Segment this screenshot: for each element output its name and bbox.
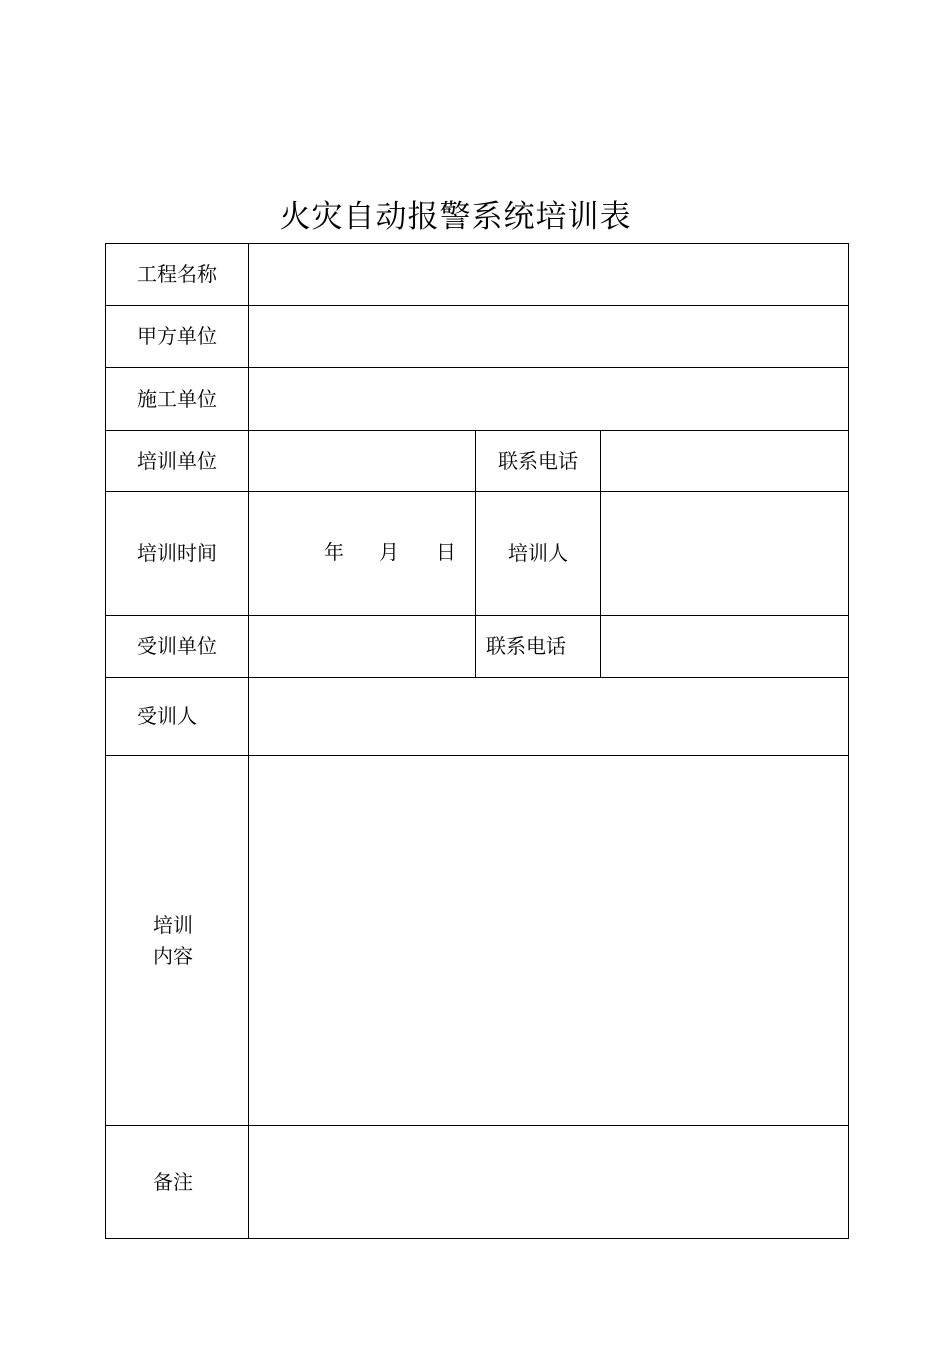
trainer-label: 培训人: [508, 541, 568, 565]
training-content-label-line1: 培训: [153, 912, 193, 937]
training-content-field[interactable]: [249, 756, 848, 1125]
trainee-phone-label: 联系电话: [486, 634, 566, 658]
trainee-phone-field[interactable]: [601, 616, 848, 677]
trainee-field[interactable]: [249, 678, 848, 755]
training-time-label: 培训时间: [137, 541, 217, 565]
training-unit-label: 培训单位: [137, 448, 217, 473]
remarks-field[interactable]: [249, 1126, 848, 1238]
training-phone-label: 联系电话: [498, 448, 578, 473]
training-date-field[interactable]: [249, 492, 475, 615]
trainee-unit-field[interactable]: [249, 616, 475, 677]
day-label: 日: [436, 540, 456, 564]
trainee-label: 受训人: [137, 704, 197, 728]
training-content-label: [106, 756, 240, 1125]
month-label: 月: [379, 540, 399, 564]
training-form-table: [105, 243, 849, 1239]
year-label: 年: [324, 540, 344, 564]
remarks-label: 备注: [153, 1169, 193, 1194]
training-content-label-line2: 内容: [153, 943, 193, 968]
form-title: 火灾自动报警系统培训表: [279, 199, 632, 235]
construction-unit-label: 施工单位: [137, 386, 217, 411]
training-unit-field[interactable]: [249, 431, 475, 491]
party-a-field[interactable]: [249, 306, 848, 367]
project-name-field[interactable]: [249, 244, 848, 305]
project-name-label: 工程名称: [137, 262, 217, 286]
trainer-field[interactable]: [601, 492, 848, 615]
construction-unit-field[interactable]: [249, 368, 848, 430]
trainee-unit-label: 受训单位: [137, 634, 217, 658]
training-phone-field[interactable]: [601, 431, 848, 491]
party-a-label: 甲方单位: [137, 324, 217, 348]
